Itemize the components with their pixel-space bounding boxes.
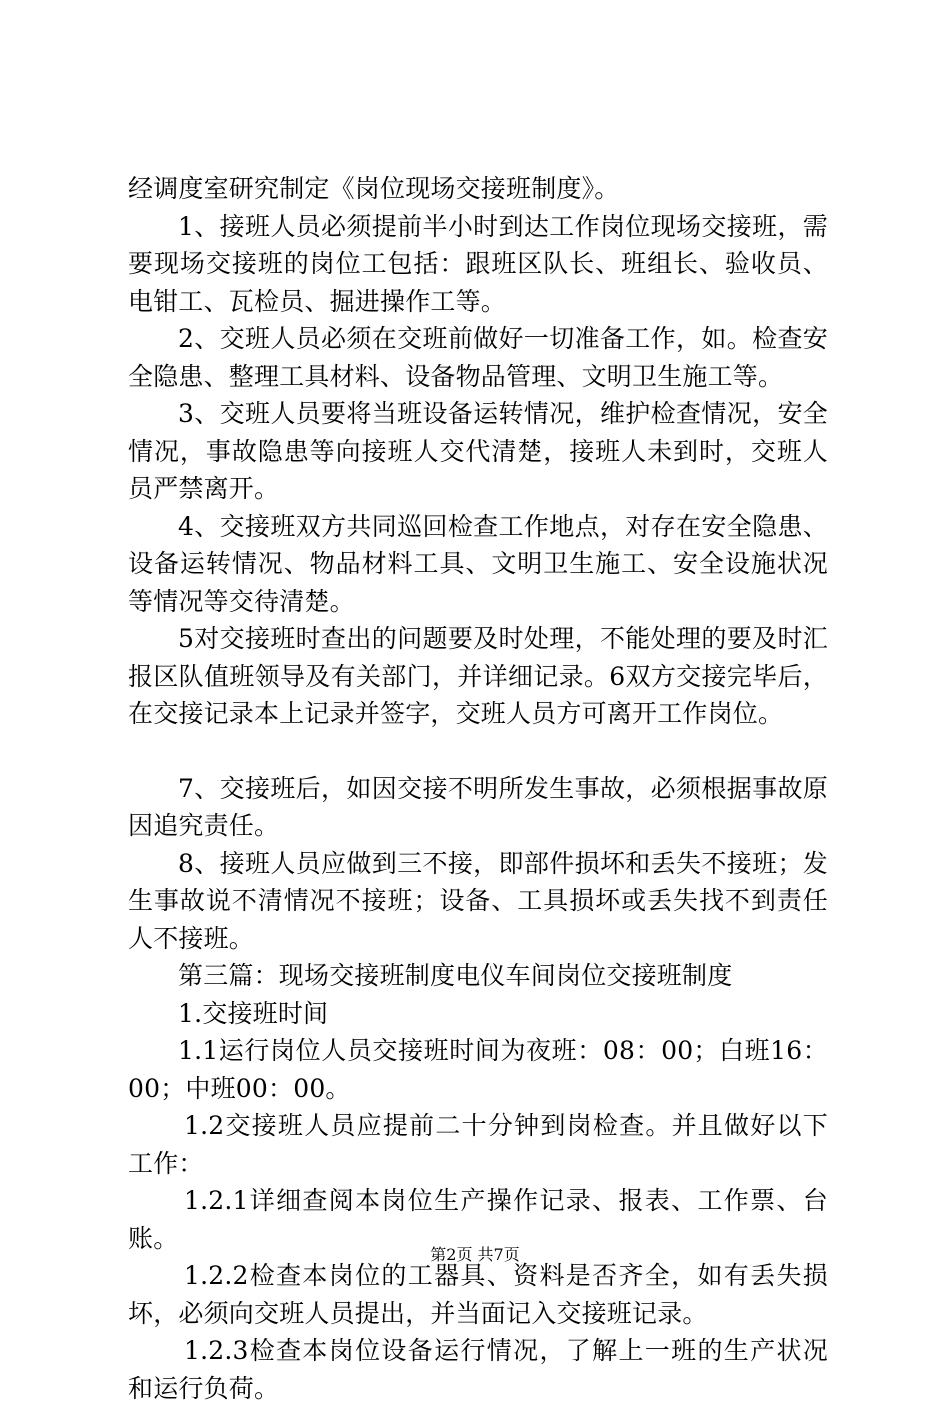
clause-1-2: 1.2交接班人员应提前二十分钟到岗检查。并且做好以下工作：	[128, 1111, 828, 1178]
paragraph-item-3: 3、交班人员要将当班设备运转情况，维护检查情况，安全情况，事故隐患等向接班人交代清楚，接班人未到时，交班人员严禁离开。	[128, 399, 828, 503]
paragraph-item-1: 1、接班人员必须提前半小时到达工作岗位现场交接班，需要现场交接班的岗位工包括：跟班区队长、班组长、验收员、电钳工、瓦检员、掘进操作工等。	[128, 211, 828, 316]
paragraph-item-2: 2、交班人员必须在交班前做好一切准备工作，如。检查安全隐患、整理工具材料、设备物品管理、文明卫生施工等。	[128, 324, 828, 391]
paragraph-item-4: 4、交接班双方共同巡回检查工作地点，对存在安全隐患、设备运转情况、物品材料工具、文明卫生施工、安全设施状况等情况等交待清楚。	[128, 511, 828, 616]
paragraph-item-7: 7、交接班后，如因交接不明所发生事故，必须根据事故原因追究责任。	[128, 773, 828, 840]
clause-1-2-3: 1.2.3检查本岗位设备运行情况，了解上一班的生产状况和运行负荷。	[128, 1336, 828, 1403]
clause-1-2-2: 1.2.2检查本岗位的工器具、资料是否齐全，如有丢失损坏，必须向交班人员提出，并当面记入交接班记录。	[128, 1261, 828, 1328]
document-body	[128, 170, 828, 1407]
clause-1-2-1: 1.2.1详细查阅本岗位生产操作记录、报表、工作票、台账。	[128, 1186, 828, 1253]
section-heading: 第三篇：现场交接班制度电仪车间岗位交接班制度	[178, 961, 733, 990]
paragraph-item-8: 8、接班人员应做到三不接，即部件损坏和丢失不接班；发生事故说不清情况不接班；设备、工具损坏或丢失找不到责任人不接班。	[128, 848, 828, 953]
paragraph-intro: 经调度室研究制定《岗位现场交接班制度》。	[128, 174, 620, 203]
paragraph-gap	[128, 733, 828, 770]
page-number-footer: 第2页 共7页	[430, 1245, 520, 1264]
subsection-heading: 1.交接班时间	[178, 998, 329, 1028]
clause-1-1: 1.1运行岗位人员交接班时间为夜班：08：00；白班16：00；中班00：00。	[128, 1036, 828, 1103]
paragraph-item-5-6: 5对交接班时查出的问题要及时处理，不能处理的要及时汇报区队值班领导及有关部门，并详细记录。6双方交接完毕后，在交接记录本上记录并签字，交班人员方可离开工作岗位。	[128, 624, 828, 728]
